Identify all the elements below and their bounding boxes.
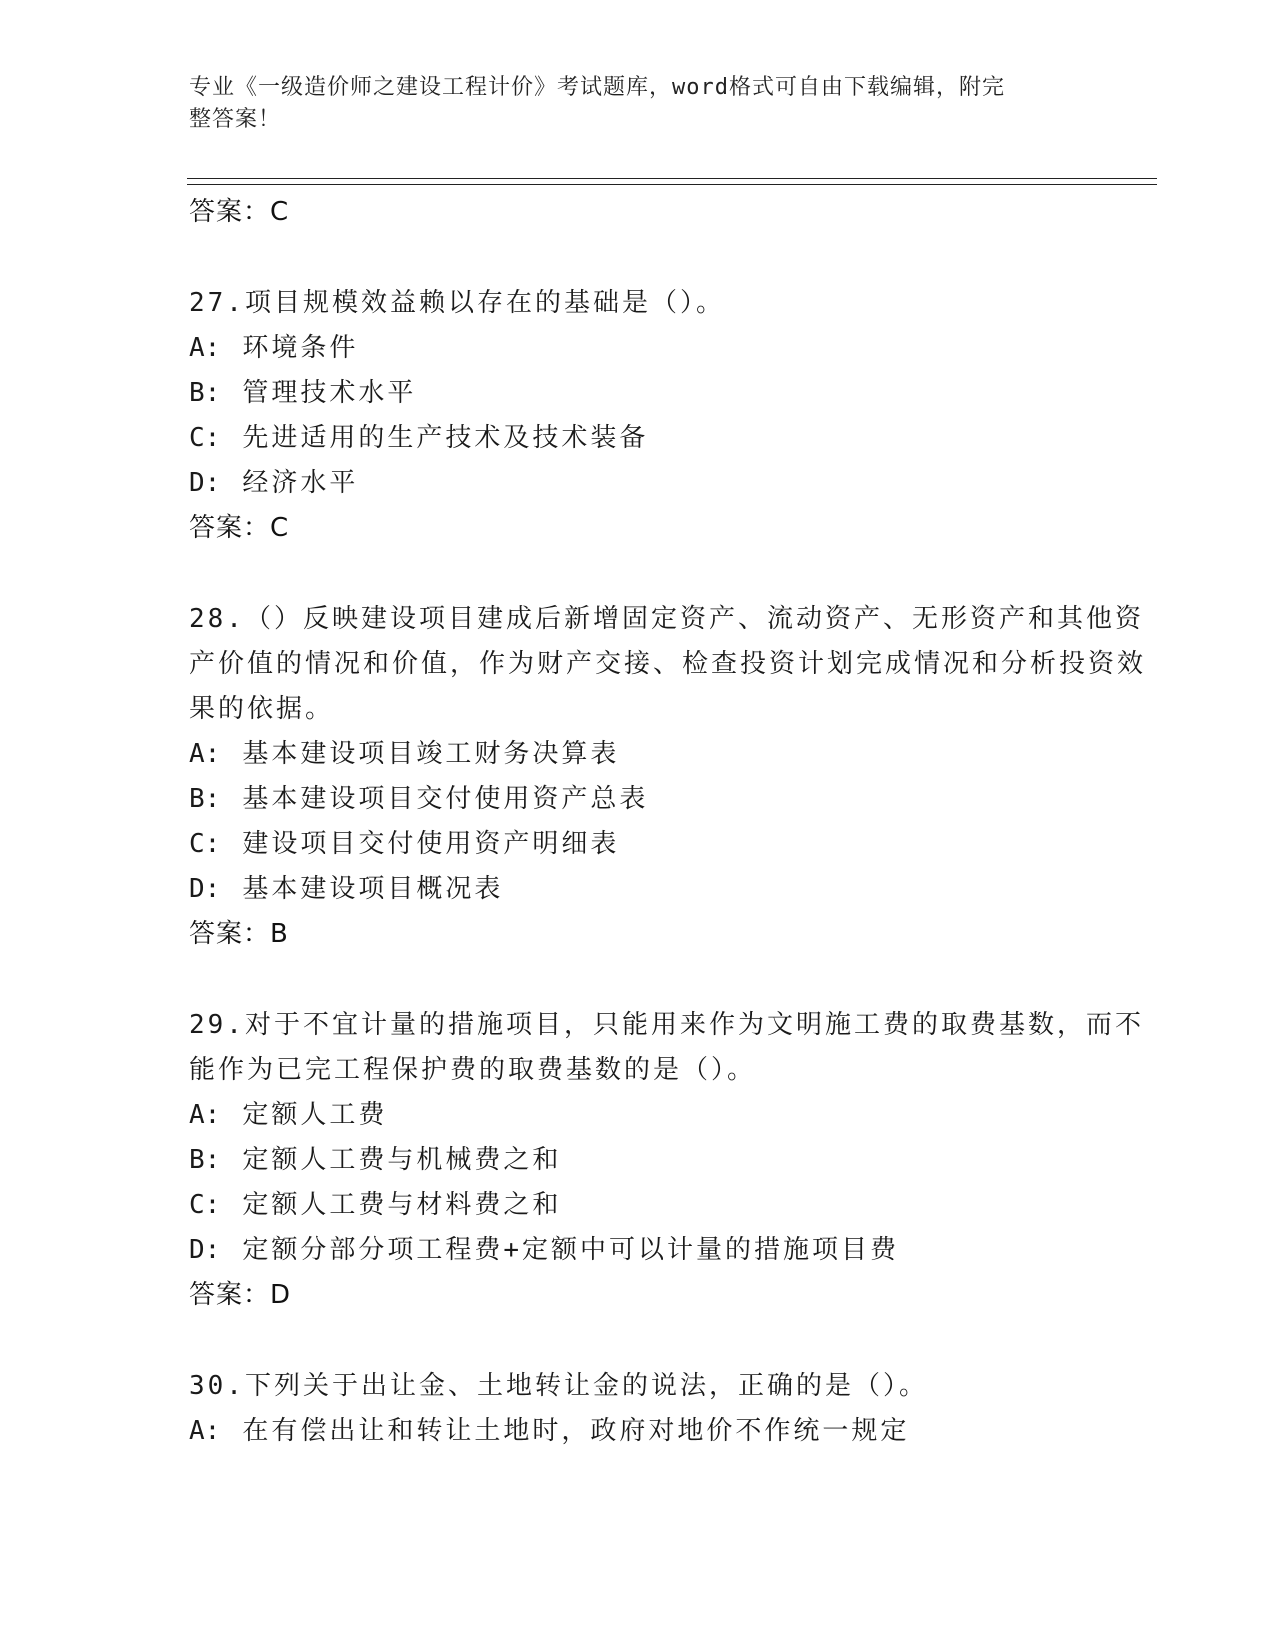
question-29 [189,1003,1149,1318]
option-a [189,326,1149,371]
option-letter: D: [189,1235,221,1265]
option-text: 定额人工费与材料费之和 [242,1190,562,1220]
option-letter: A: [189,1100,221,1130]
option-text: 环境条件 [242,333,359,363]
option-letter: C: [189,423,221,453]
document-header [189,72,1089,136]
option-letter: B: [189,1145,221,1175]
option-c [189,416,1149,461]
option-letter: B: [189,378,221,408]
option-text: 在有偿出让和转让土地时，政府对地价不作统一规定 [242,1416,910,1446]
option-letter: A: [189,739,221,769]
option-text: 定额分部分项工程费+定额中可以计量的措施项目费 [242,1235,899,1265]
option-d [189,1228,1149,1273]
option-text: 基本建设项目竣工财务决算表 [242,739,620,769]
question-27 [189,281,1149,551]
option-a [189,732,1149,777]
question-28 [189,597,1149,957]
option-a [189,1093,1149,1138]
option-letter: D: [189,874,221,904]
answer-line: 答案：C [189,513,290,543]
option-d [189,461,1149,506]
option-b [189,777,1149,822]
option-text: 基本建设项目概况表 [242,874,504,904]
question-30 [189,1364,1149,1454]
option-letter: C: [189,829,221,859]
question-list [189,190,1149,1454]
option-letter: D: [189,468,221,498]
option-c [189,822,1149,867]
question-text: 30.下列关于出让金、土地转让金的说法，正确的是（）。 [189,1371,928,1401]
option-text: 建设项目交付使用资产明细表 [242,829,620,859]
answer-line: 答案：B [189,919,289,949]
option-letter: C: [189,1190,221,1220]
option-text: 经济水平 [242,468,359,498]
option-letter: A: [189,1416,221,1446]
question-text: 29.对于不宜计量的措施项目，只能用来作为文明施工费的取费基数，而不能作为已完工程保护费的取费基数的是（）。 [189,1010,1144,1085]
option-text: 管理技术水平 [242,378,417,408]
option-d [189,867,1149,912]
option-text: 定额人工费与机械费之和 [242,1145,562,1175]
answer-line: 答案：D [189,1280,292,1310]
header-divider [187,178,1157,185]
answer-line: 答案：C [189,197,290,227]
option-letter: A: [189,333,221,363]
option-letter: B: [189,784,221,814]
question-text: 27.项目规模效益赖以存在的基础是（）。 [189,288,725,318]
header-line-2: 整答案！ [189,107,282,132]
option-text: 基本建设项目交付使用资产总表 [242,784,649,814]
header-line-1: 专业《一级造价师之建设工程计价》考试题库，word格式可自由下载编辑，附完 [189,75,1005,100]
option-a [189,1409,1149,1454]
option-b [189,371,1149,416]
option-text: 先进适用的生产技术及技术装备 [242,423,649,453]
question-text: 28.（）反映建设项目建成后新增固定资产、流动资产、无形资产和其他资产价值的情况和价值，作为财产交接、检查投资计划完成情况和分析投资效果的依据。 [189,604,1147,724]
option-text: 定额人工费 [242,1100,388,1130]
option-b [189,1138,1149,1183]
option-c [189,1183,1149,1228]
